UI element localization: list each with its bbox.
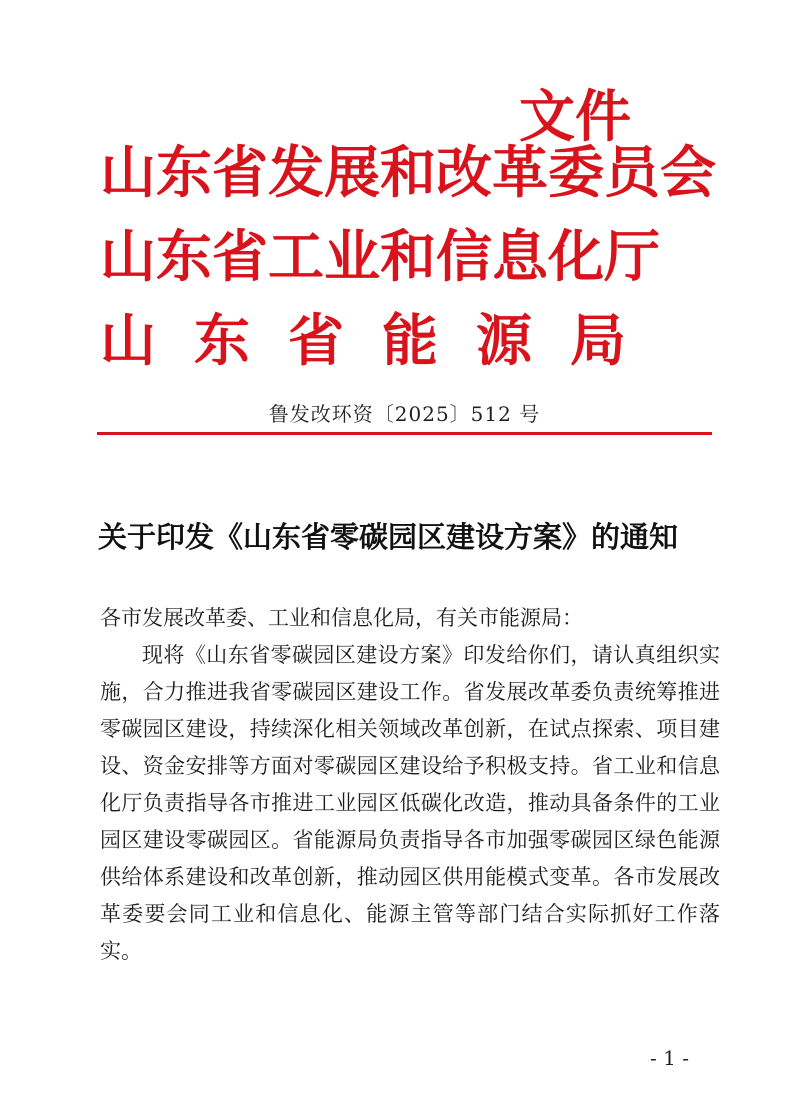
addressee-line: 各市发展改革委、工业和信息化局，有关市能源局： bbox=[100, 606, 583, 630]
red-divider-line bbox=[97, 432, 712, 435]
document-title: 关于印发《山东省零碳园区建设方案》的通知 bbox=[98, 520, 679, 554]
document-number: 鲁发改环资〔2025〕512 号 bbox=[268, 402, 541, 426]
issuer-miit: 山东省工业和信息化厅 bbox=[100, 225, 660, 290]
document-word: 文件 bbox=[519, 85, 631, 150]
body-paragraph: 现将《山东省零碳园区建设方案》印发给你们，请认真组织实施，合力推进我省零碳园区建设工作。省发展改革委负责统筹推进零碳园区建设，持续深化相关领域改革创新，在试点探索、项目建设、资金安排等方面对零碳园区建设给予积极支持。省工业和信息化厅负责指导各市推进工业园区低碳化改造，推动具备条件的工业园区建设零碳园区。省能源局负责指导各市加强零碳园区绿色能源供给体系建设和改革创新，推动园区供用能模式变革。各市发展改革委要会同工业和信息化、能源主管等部门结合实际抓好工作落实。 bbox=[100, 643, 720, 963]
document-body bbox=[100, 600, 720, 970]
issuer-energy-bureau: 山东省能源局 bbox=[100, 309, 664, 374]
page-number: - 1 - bbox=[650, 1046, 689, 1070]
issuer-ndrc: 山东省发展和改革委员会 bbox=[100, 141, 716, 206]
